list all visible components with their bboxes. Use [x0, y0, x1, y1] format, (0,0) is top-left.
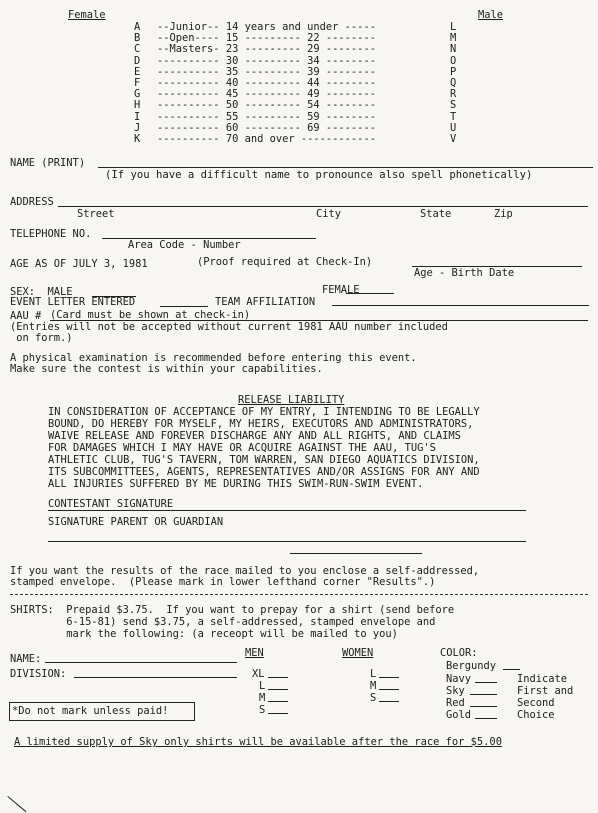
division-age-range: ---------- 70 and over ------------ — [157, 133, 376, 145]
women-size-s: S — [370, 692, 377, 704]
division-age-range: ---------- 35 --------- 39 -------- — [157, 65, 376, 78]
female-division-letter: C — [134, 43, 141, 56]
name-hint: (If you have a difficult name to pronounce also spell phonetically) — [105, 169, 533, 181]
women-size-l-field[interactable] — [379, 677, 399, 678]
city-caption: City — [316, 208, 342, 220]
female-division-letter: K — [134, 133, 141, 145]
indicate-line-1: Indicate — [517, 673, 568, 685]
color-navy-field[interactable] — [475, 682, 497, 683]
color-heading: COLOR: — [440, 647, 478, 659]
payment-notice: *Do not mark unless paid! — [12, 705, 169, 717]
address-field[interactable] — [58, 206, 588, 207]
aau-label: AAU # — [10, 310, 42, 322]
men-size-m: M — [259, 692, 266, 704]
color-navy: Navy — [446, 673, 472, 685]
men-size-xl: XL — [252, 668, 265, 680]
division-age-range: ---------- 60 --------- 69 -------- — [157, 121, 376, 134]
name-label: NAME (PRINT) — [10, 157, 86, 169]
color-gold-field[interactable] — [475, 718, 497, 719]
age-label: AGE AS OF JULY 3, 1981 — [10, 258, 148, 270]
women-size-m: M — [370, 680, 377, 692]
shirt-division-field[interactable] — [74, 677, 237, 678]
release-line-7: ALL INJURIES SUFFERED BY ME DURING THIS SWIM-RUN-SWIM EVENT. — [48, 478, 424, 490]
male-division-letter: U — [450, 121, 457, 134]
sex-label: SEX: MALE — [10, 286, 73, 298]
male-division-letter: O — [450, 54, 457, 67]
results-line-1: If you want the results of the race mailed to you enclose a self-addressed, — [10, 565, 480, 577]
name-field[interactable] — [98, 167, 593, 168]
men-heading: MEN — [245, 647, 264, 659]
division-age-range: ---------- 45 --------- 49 -------- — [157, 88, 376, 101]
women-heading: WOMEN — [342, 647, 374, 659]
shirt-name-field[interactable] — [45, 662, 237, 663]
male-division-letter: R — [450, 88, 457, 101]
female-heading: Female — [68, 9, 106, 21]
color-gold: Gold — [446, 709, 472, 721]
division-age-range: --Junior-- 14 years and under ----- — [157, 21, 376, 33]
parent-signature-label: SIGNATURE PARENT OR GUARDIAN — [48, 516, 224, 528]
shirts-line-2: 6-15-81) send $3.75, a self-addressed, stamped envelope and — [10, 616, 436, 628]
release-line-5: ATHLETIC CLUB, TUG'S TAVERN, TOM WARREN, SAN DIEGO AQUATICS DIVISION, — [48, 454, 480, 466]
color-bergundy-field[interactable] — [503, 669, 520, 670]
cut-line — [10, 594, 588, 595]
division-age-range: --Open---- 15 --------- 22 -------- — [157, 32, 376, 45]
telephone-label: TELEPHONE NO. — [10, 228, 92, 240]
indicate-line-3: Second — [517, 697, 555, 709]
female-division-letter: D — [134, 54, 141, 67]
women-size-s-field[interactable] — [379, 701, 399, 702]
division-age-range: ---------- 30 --------- 34 -------- — [157, 54, 376, 67]
release-line-3: WAIVE RELEASE AND FOREVER DISCHARGE ANY AND ALL RIGHTS, AND CLAIMS — [48, 430, 461, 442]
division-age-range: ---------- 40 --------- 44 -------- — [157, 77, 376, 89]
area-code-caption: Area Code - Number — [128, 239, 241, 251]
release-line-6: ITS SUBCOMMITTEES, AGENTS, REPRESENTATIVES AND/OR ASSIGNS FOR ANY AND — [48, 466, 480, 478]
release-title: RELEASE LIABILITY — [238, 394, 345, 406]
corner-pen-mark — [7, 796, 26, 812]
male-division-letter: S — [450, 99, 457, 112]
male-heading: Male — [478, 9, 504, 21]
entries-note-2: on form.) — [10, 332, 73, 344]
state-caption: State — [420, 208, 452, 220]
event-letter-label: EVENT LETTER ENTERED — [10, 296, 136, 308]
male-division-letter: M — [450, 32, 457, 45]
street-caption: Street — [77, 208, 115, 220]
female-division-letter: I — [134, 110, 141, 123]
men-size-s-field[interactable] — [268, 713, 288, 714]
female-division-letter: A — [134, 21, 141, 33]
female-division-letter: F — [134, 77, 141, 89]
men-size-l: L — [259, 680, 266, 692]
event-letter-field[interactable] — [160, 306, 208, 307]
division-age-range: ---------- 55 --------- 59 -------- — [157, 110, 376, 123]
male-division-letter: V — [450, 133, 457, 145]
color-bergundy: Bergundy — [446, 660, 497, 672]
shirt-name-label: NAME: — [10, 653, 42, 665]
physical-line-2: Make sure the contest is within your capabilities. — [10, 363, 323, 375]
aau-note: (Card must be shown at check-in) — [50, 309, 251, 321]
zip-caption: Zip — [494, 208, 513, 220]
shirts-line-3: mark the following: (a receopt will be mailed to you) — [10, 628, 398, 640]
female-division-letter: B — [134, 32, 141, 45]
color-sky-field[interactable] — [470, 694, 497, 695]
female-division-letter: E — [134, 65, 141, 78]
division-age-range: --Masters- 23 --------- 29 -------- — [157, 43, 376, 56]
parent-signature-field[interactable] — [48, 541, 526, 542]
division-age-range: ---------- 50 --------- 54 -------- — [157, 99, 376, 112]
male-division-letter: Q — [450, 77, 457, 89]
team-affiliation-field[interactable] — [332, 305, 589, 306]
address-label: ADDRESS — [10, 196, 54, 208]
men-size-xl-field[interactable] — [268, 677, 288, 678]
payment-notice-box — [9, 702, 195, 721]
women-size-m-field[interactable] — [379, 689, 399, 690]
indicate-line-2: First and — [517, 685, 574, 697]
color-red-field[interactable] — [470, 706, 497, 707]
male-division-letter: L — [450, 21, 457, 33]
release-line-1: IN CONSIDERATION OF ACCEPTANCE OF MY ENTRY, I INTENDING TO BE LEGALLY — [48, 406, 480, 418]
physical-line-1: A physical examination is recommended before entering this event. — [10, 352, 417, 364]
release-line-2: BOUND, DO HEREBY FOR MYSELF, MY HEIRS, EXECUTORS AND ADMINISTRATORS, — [48, 418, 474, 430]
women-size-l: L — [370, 668, 377, 680]
men-size-s: S — [259, 704, 266, 716]
sex-female-field[interactable] — [346, 293, 394, 294]
men-size-l-field[interactable] — [268, 689, 288, 690]
release-line-4: FOR DAMAGES WHICH I MAY HAVE OR ACQUIRE AGAINST THE AAU, TUG'S — [48, 442, 436, 454]
sex-female-label: FEMALE — [322, 284, 360, 296]
color-sky: Sky — [446, 685, 465, 697]
men-size-m-field[interactable] — [268, 701, 288, 702]
shirt-division-label: DIVISION: — [10, 668, 67, 680]
contestant-signature-field[interactable] — [48, 510, 526, 511]
female-division-letter: H — [134, 99, 141, 112]
female-division-letter: J — [134, 121, 141, 134]
male-division-letter: P — [450, 65, 457, 78]
shirt-footer-note: A limited supply of Sky only shirts will be available after the race for $5.00 — [14, 736, 502, 748]
color-red: Red — [446, 697, 465, 709]
female-division-letter: G — [134, 88, 141, 101]
results-line-2: stamped envelope. (Please mark in lower lefthand corner "Results".) — [10, 576, 436, 588]
entries-note-1: (Entries will not be accepted without current 1981 AAU number included — [10, 321, 448, 333]
male-division-letter: N — [450, 43, 457, 56]
shirts-line-1: SHIRTS: Prepaid $3.75. If you want to prepay for a shirt (send before — [10, 604, 455, 616]
male-division-letter: T — [450, 110, 457, 123]
contestant-signature-label: CONTESTANT SIGNATURE — [48, 498, 174, 510]
proof-note: (Proof required at Check-In) — [197, 256, 373, 268]
age-birth-caption: Age - Birth Date — [414, 267, 515, 279]
indicate-line-4: Choice — [517, 709, 555, 721]
team-affiliation-label: TEAM AFFILIATION — [215, 296, 316, 308]
divider-short — [290, 553, 422, 554]
